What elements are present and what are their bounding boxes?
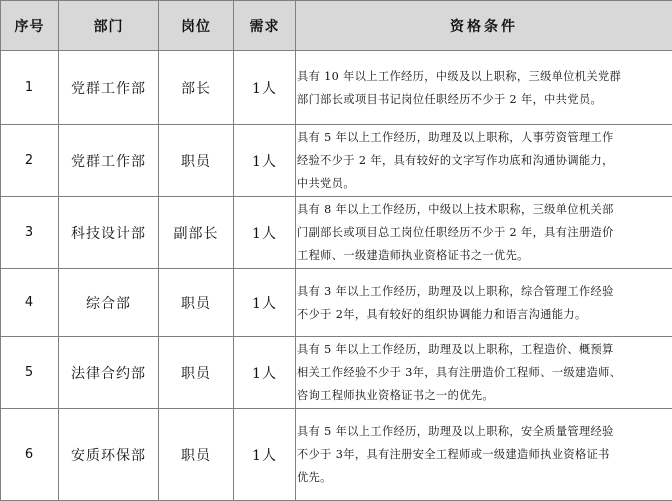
header-seq: 序号	[1, 1, 59, 51]
qual-line: 不少于 2年，具有较好的组织协调能力和语言沟通能力。	[297, 303, 672, 326]
row-need: 1人	[234, 125, 296, 197]
row-qualification	[296, 125, 672, 197]
qual-line: 具有 10 年以上工作经历，中级及以上职称，三级单位机关党群	[297, 65, 672, 88]
qual-line: 咨询工程师执业资格证书之一的优先。	[297, 384, 672, 407]
row-dept: 法律合约部	[59, 337, 159, 409]
header-qual: 资格条件	[296, 1, 672, 51]
qual-line: 具有 8 年以上工作经历，中级以上技术职称，三级单位机关部	[297, 198, 672, 221]
qual-line: 优先。	[297, 466, 672, 489]
qual-line: 具有 3 年以上工作经历，助理及以上职称，综合管理工作经验	[297, 280, 672, 303]
qual-line: 具有 5 年以上工作经历，助理及以上职称，安全质量管理经验	[297, 420, 672, 443]
header-row	[1, 1, 672, 51]
table-body	[1, 51, 672, 501]
table-row	[1, 409, 672, 501]
qual-line: 部门部长或项目书记岗位任职经历不少于 2 年，中共党员。	[297, 88, 672, 111]
qual-line: 中共党员。	[297, 172, 672, 195]
qual-line: 工程师、一级建造师执业资格证书之一优先。	[297, 244, 672, 267]
table-row	[1, 197, 672, 269]
row-dept: 党群工作部	[59, 51, 159, 125]
row-seq: 6	[1, 409, 59, 501]
qual-line: 经验不少于 2 年，具有较好的文字写作功底和沟通协调能力，	[297, 149, 672, 172]
row-dept: 科技设计部	[59, 197, 159, 269]
table-row	[1, 337, 672, 409]
row-dept: 综合部	[59, 269, 159, 337]
row-need: 1人	[234, 51, 296, 125]
row-dept: 党群工作部	[59, 125, 159, 197]
row-qualification	[296, 197, 672, 269]
table-row	[1, 51, 672, 125]
row-need: 1人	[234, 409, 296, 501]
row-post: 副部长	[159, 197, 234, 269]
row-qualification	[296, 337, 672, 409]
row-post: 部长	[159, 51, 234, 125]
header-dept: 部门	[59, 1, 159, 51]
row-need: 1人	[234, 197, 296, 269]
row-seq: 4	[1, 269, 59, 337]
qual-line: 相关工作经验不少于 3年，具有注册造价工程师、一级建造师、	[297, 361, 672, 384]
qual-line: 不少于 3年，具有注册安全工程师或一级建造师执业资格证书	[297, 443, 672, 466]
row-need: 1人	[234, 269, 296, 337]
row-qualification	[296, 409, 672, 501]
header-need: 需求	[234, 1, 296, 51]
row-post: 职员	[159, 409, 234, 501]
qual-line: 门副部长或项目总工岗位任职经历不少于 2 年，具有注册造价	[297, 221, 672, 244]
row-need: 1人	[234, 337, 296, 409]
row-post: 职员	[159, 269, 234, 337]
row-seq: 2	[1, 125, 59, 197]
qual-line: 具有 5 年以上工作经历，助理及以上职称，人事劳资管理工作	[297, 126, 672, 149]
row-seq: 3	[1, 197, 59, 269]
table-row	[1, 125, 672, 197]
row-seq: 1	[1, 51, 59, 125]
qual-line: 具有 5 年以上工作经历，助理及以上职称，工程造价、概预算	[297, 338, 672, 361]
row-qualification	[296, 51, 672, 125]
row-seq: 5	[1, 337, 59, 409]
row-post: 职员	[159, 337, 234, 409]
row-dept: 安质环保部	[59, 409, 159, 501]
table-row	[1, 269, 672, 337]
row-post: 职员	[159, 125, 234, 197]
header-post: 岗位	[159, 1, 234, 51]
row-qualification	[296, 269, 672, 337]
